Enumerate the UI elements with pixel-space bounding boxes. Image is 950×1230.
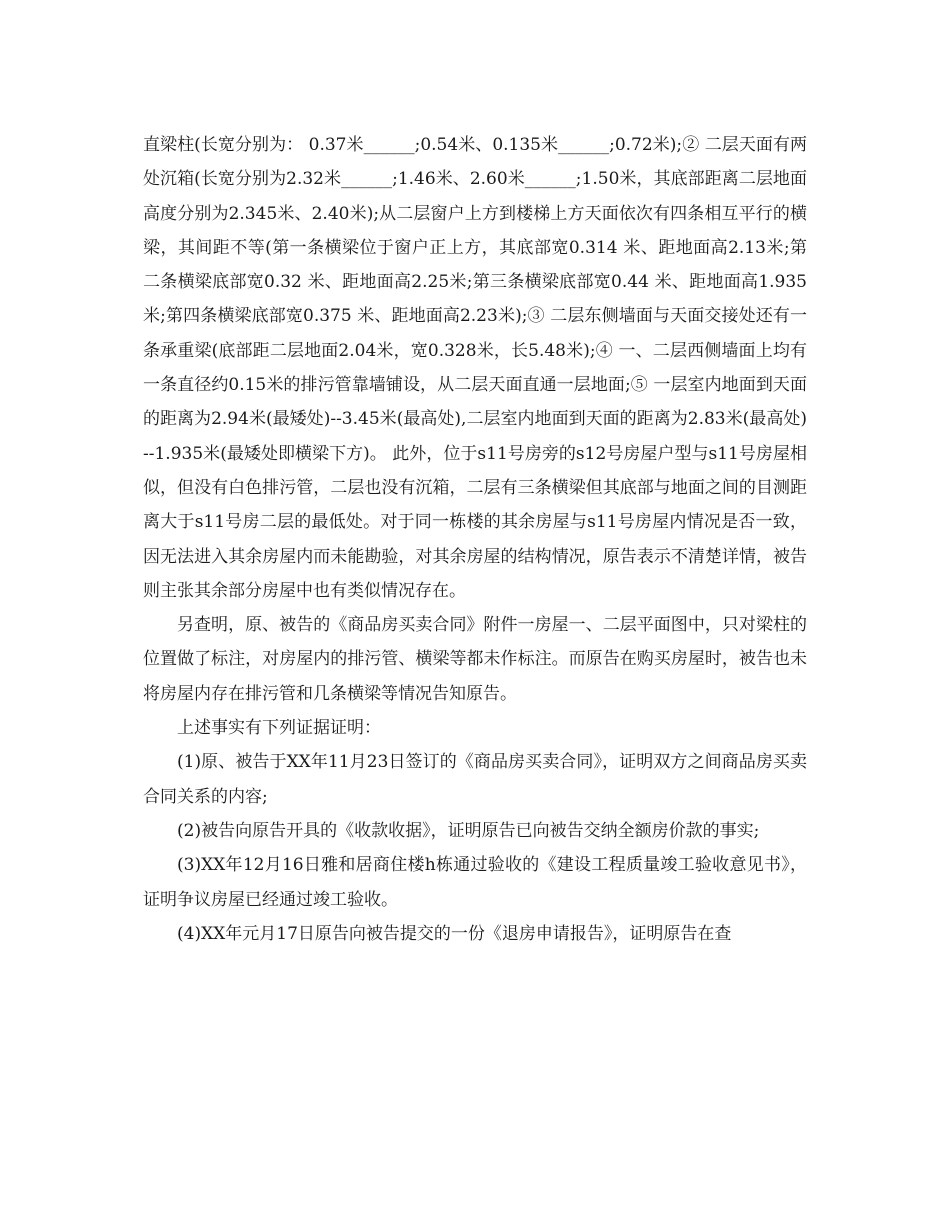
paragraph-further-findings: 另查明，原、被告的《商品房买卖合同》附件一房屋一、二层平面图中，只对梁柱的位置做了标注，对房屋内的排污管、横梁等都未作标注。而原告在购买房屋时，被告也未将房屋内存在排污管和几条横梁等情况告知原告。 [143, 615, 807, 704]
document-body [143, 128, 807, 951]
paragraph-evidence-3: (3)XX年12月16日雅和居商住楼h栋通过验收的《建设工程质量竣工验收意见书》，证明争议房屋已经通过竣工验收。 [143, 855, 807, 910]
paragraph-evidence-intro: 上述事实有下列证据证明： [177, 718, 381, 739]
paragraph-evidence-4: (4)XX年元月17日原告向被告提交的一份《退房申请报告》，证明原告在查 [177, 923, 732, 944]
paragraph-evidence-2: (2)被告向原告开具的《收款收据》，证明原告已向被告交纳全额房价款的事实; [177, 820, 760, 841]
paragraph-evidence-1: (1)原、被告于XX年11月23日签订的《商品房买卖合同》，证明双方之间商品房买卖合同关系的内容; [143, 752, 807, 807]
paragraph-inspection-details: 直梁柱(长宽分别为： 0.37米______;0.54米、0.135米______;0.72米);② 二层天面有两处沉箱(长宽分别为2.32米______;1.46米、2.60米______;1.50米，其底部距离二层地面高度分别为2.345米、2.40米);从二层窗户上方到楼梯上方天面依次有四条相互平行的横梁，其间距不等(第一条横梁位于窗户正上方，其底部宽0.314 米、距地面高2.13米;第二条横梁底部宽0.32 米、距地面高2.25米;第三条横梁底部宽0.44 米、距地面高1.935米;第四条横梁底部宽0.375 米、距地面高2.23米);③ 二层东侧墙面与天面交接处还有一条承重梁(底部距二层地面2.04米，宽0.328米，长5.48米);④ 一、二层西侧墙面上均有一条直径约0.15米的排污管靠墙铺设，从二层天面直通一层地面;⑤ 一层室内地面到天面的距离为2.94米(最矮处)--3.45米(最高处),二层室内地面到天面的距离为2.83米(最高处)--1.935米(最矮处即横梁下方)。 此外，位于s11号房旁的s12号房屋户型与s11号房屋相似，但没有白色排污管，二层也没有沉箱，二层有三条横梁但其底部与地面之间的目测距离大于s11号房二层的最低处。对于同一栋楼的其余房屋与s11号房屋内情况是否一致，因无法进入其余房屋内而未能勘验，对其余房屋的结构情况，原告表示不清楚详情，被告则主张其余部分房屋中也有类似情况存在。 [143, 135, 807, 601]
